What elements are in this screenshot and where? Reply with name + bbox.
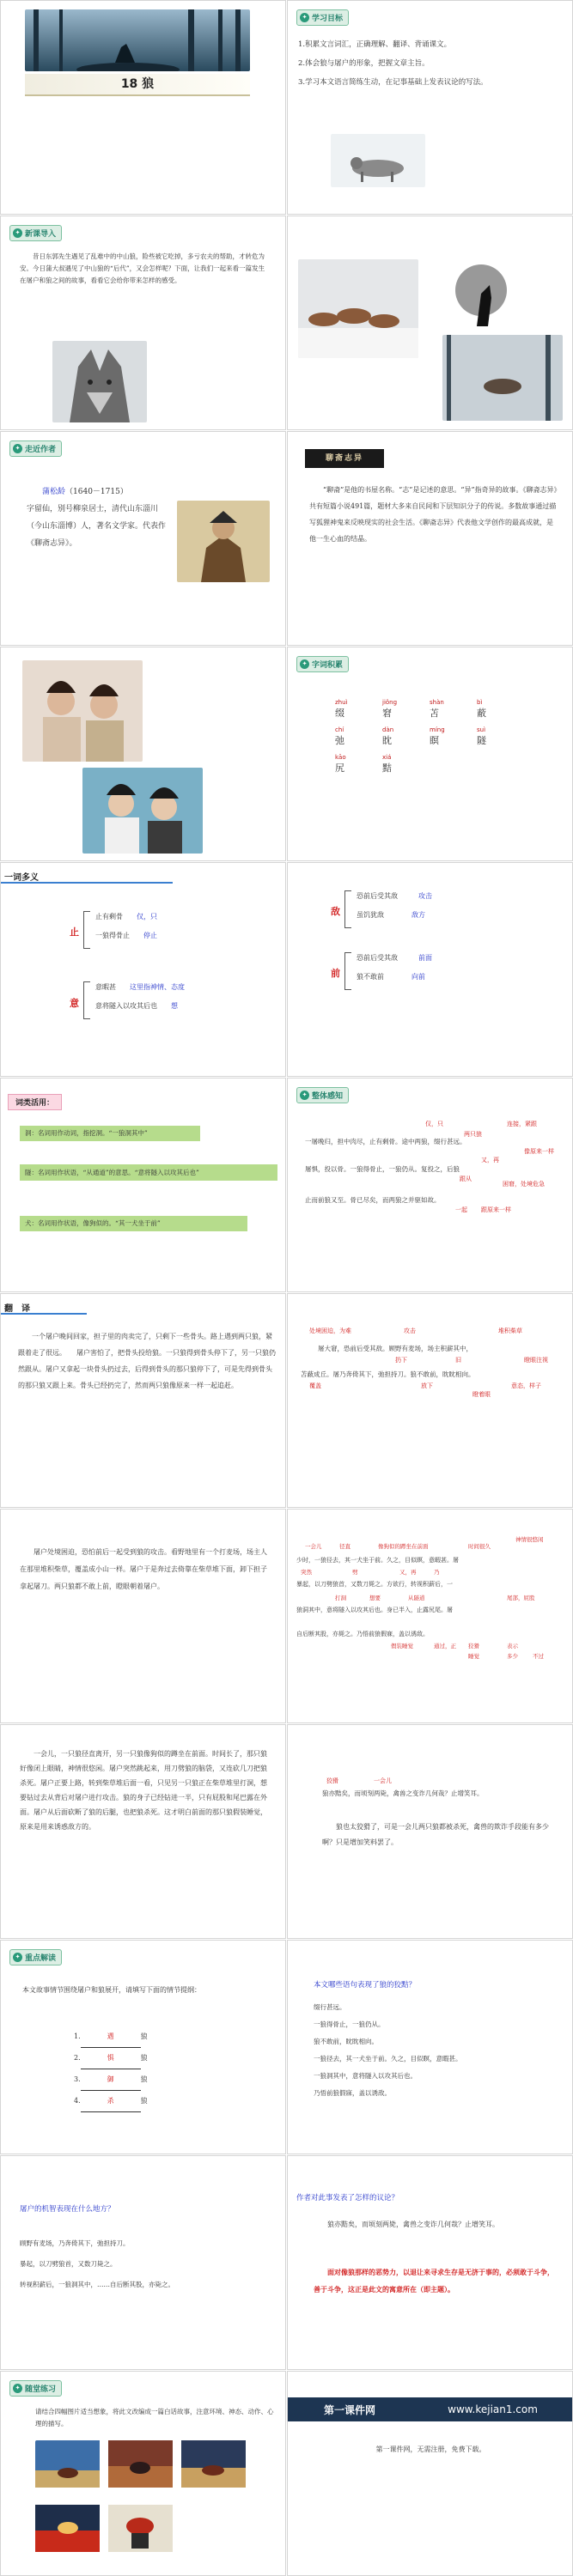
film-still-image-1 bbox=[22, 660, 143, 762]
annotation: 从隧道 bbox=[408, 1595, 425, 1601]
section-header bbox=[296, 1087, 349, 1103]
annotation: 一起 bbox=[455, 1206, 467, 1213]
bullet-icon: ✦ bbox=[13, 1953, 22, 1962]
header-label: 重点解读 bbox=[25, 1954, 57, 1963]
objective-item: 1.积累文言词汇，正确理解、翻译、背诵课文。 bbox=[298, 40, 452, 49]
slide-intro bbox=[0, 216, 286, 430]
annotation: 又，再 bbox=[399, 1569, 417, 1576]
header-label: 走近作者 bbox=[25, 446, 57, 454]
annotation: 假装睡觉 bbox=[391, 1643, 413, 1649]
vocab-cell: xiá 黠 bbox=[382, 754, 392, 774]
annotation: 困窘，处境危急 bbox=[503, 1181, 545, 1188]
section-header bbox=[9, 440, 62, 457]
passage-line: 自后断其股，亦毙之。乃悟前狼假寐，盖以诱敌。 bbox=[296, 1631, 429, 1637]
annotation: 狡猾 bbox=[468, 1643, 479, 1649]
annotation: 又，再 bbox=[481, 1157, 499, 1163]
passage-line: 少时，一狼径去，其一犬坐于前。久之，目似瞑，意暇甚。屠 bbox=[296, 1557, 459, 1564]
translation-text: 狼也太狡猾了，可是一会儿两只狼都被杀死，禽兽的欺诈手段能有多少啊？只是增加笑料罢了。 bbox=[322, 1823, 549, 1846]
plot-prompt: 本文故事情节围绕屠户和狼展开，请填写下面的情节提纲： bbox=[22, 1986, 201, 1994]
slide-translation-3 bbox=[0, 1724, 286, 1939]
slide-cunning bbox=[287, 1940, 573, 2154]
vocab-cell: dàn 眈 bbox=[382, 726, 394, 746]
plot-row: 2. 惧 狼 bbox=[74, 2048, 148, 2069]
passage-line: 狼洞其中，意将隧入以攻其后也。身已半入，止露尻尾。屠 bbox=[296, 1607, 453, 1613]
polysemy-line: 虽饥犹敌 敌方 bbox=[357, 911, 425, 919]
annotation: 覆盖 bbox=[309, 1382, 321, 1389]
slide-passage-3 bbox=[287, 1509, 573, 1723]
usage-item: 洞：名词用作动词，指挖洞。“一狼洞其中” bbox=[20, 1126, 200, 1141]
lesson-title: 18 狼 bbox=[25, 74, 250, 96]
section-header bbox=[296, 9, 349, 26]
header-label: 字词积累 bbox=[312, 661, 344, 670]
annotation: 瞪眼注视 bbox=[524, 1357, 548, 1364]
objective-item: 2.体会狼与屠户的形象，把握文章主旨。 bbox=[298, 59, 430, 68]
annotation: 神情很悠闲 bbox=[515, 1536, 544, 1543]
annotation: 劈 bbox=[352, 1569, 358, 1576]
passage-line: 止而前狼又至。骨已尽矣，而两狼之并驱如故。 bbox=[305, 1196, 441, 1204]
annotation: 狡猾 bbox=[326, 1777, 338, 1784]
passage-line: 一屠晚归，担中肉尽，止有剩骨。途中两狼，缀行甚远。 bbox=[305, 1138, 466, 1145]
book-banner: 聊斋志异 bbox=[305, 449, 384, 468]
annotation: 乃 bbox=[434, 1569, 440, 1576]
evidence-line: 转视积薪后，一狼洞其中，……自后断其股，亦毙之。 bbox=[20, 2281, 174, 2288]
vocab-cell: suì 隧 bbox=[477, 726, 486, 746]
annotation: 放下 bbox=[421, 1382, 433, 1389]
polysemy-line: 一狼得骨止 停止 bbox=[95, 932, 157, 939]
section-header bbox=[9, 225, 62, 241]
passage-line: 暴起，以刀劈狼首，又数刀毙之。方欲行，转视积薪后，一 bbox=[296, 1581, 453, 1588]
vocab-cell: míng 瞑 bbox=[430, 726, 445, 746]
passage-line: 狼亦黠矣，而顷刻两毙，禽兽之变诈几何哉？止增笑耳。 bbox=[322, 1789, 484, 1797]
bullet-icon: ✦ bbox=[300, 1091, 309, 1100]
polysemy-line: 止有剩骨 仅，只 bbox=[95, 913, 157, 920]
bullet-icon: ✦ bbox=[300, 13, 309, 22]
annotation: 突然 bbox=[301, 1569, 312, 1576]
site-url[interactable]: www.kejian1.com bbox=[448, 2403, 538, 2415]
slide-translation-1 bbox=[0, 1293, 286, 1508]
slide-title bbox=[0, 0, 286, 215]
slide-passage-2 bbox=[287, 1293, 573, 1508]
objective-item: 3.学习本文语言简练生动，在记事基础上发表议论的写法。 bbox=[298, 78, 488, 87]
bullet-icon: ✦ bbox=[13, 444, 22, 453]
story-picture-5 bbox=[108, 2505, 173, 2552]
annotation: 尾部，屁股 bbox=[507, 1595, 535, 1601]
plot-row: 4. 杀 狼 bbox=[74, 2091, 148, 2112]
annotation: 仅，只 bbox=[425, 1121, 443, 1127]
vocab-cell: bì 蔽 bbox=[477, 699, 486, 719]
annotation: 时间很久 bbox=[468, 1543, 491, 1550]
evidence-line: 暴起，以刀劈狼首，又数刀毙之。 bbox=[20, 2260, 117, 2268]
usage-item: 隧：名词用作状语，“从通道”的意思。“意将隧入以攻其后也” bbox=[20, 1164, 277, 1181]
exercise-text: 请结合四幅图片适当想象，将此文改编成一篇白话故事，注意环境、神态、动作、心理的描写。 bbox=[35, 2408, 274, 2427]
polysemy-key: 意 bbox=[70, 998, 79, 1009]
evidence-line: 狼不敢前，眈眈相向。 bbox=[314, 2038, 378, 2045]
annotation: 扔下 bbox=[395, 1357, 407, 1364]
usage-item: 犬：名词用作状语，像狗似的。“其一犬坐于前” bbox=[20, 1216, 247, 1231]
slide-overview bbox=[287, 1078, 573, 1292]
vocab-cell: jiǒng 窘 bbox=[382, 699, 398, 719]
story-picture-3 bbox=[181, 2440, 246, 2488]
vocab-cell: shàn 苫 bbox=[430, 699, 444, 719]
annotation: 像狗似的蹲坐在前面 bbox=[378, 1543, 429, 1550]
polysemy-title: 一词多义 bbox=[4, 873, 39, 883]
howling-wolf-moon-image bbox=[447, 259, 515, 326]
translation-text: 一会儿，一只狼径直离开，另一只狼像狗似的蹲坐在前面。时间长了，那只狼好像闭上眼睛，神情很悠闲。屠户突然跳起来，用刀劈狼的脑袋，又连砍几刀把狼杀死。屠户正要上路，转到柴草堆后面一看，只见另一只狼正在柴草堆里打洞，想要钻过去从背后对屠户进行攻击。狼的身子已经钻进一半，只有屁股和尾巴露在外面。屠户从后面砍断了狼的后腿，也把狼杀死。这才明白前面的那只狼假装睡觉，原来是用来诱惑敌方的。 bbox=[20, 1750, 267, 1831]
annotation: 睡觉 bbox=[468, 1653, 479, 1660]
annotation: 通过，正 bbox=[434, 1643, 456, 1649]
passage-line: 苫蔽成丘。屠乃奔倚其下，弛担持刀。狼不敢前，眈眈相向。 bbox=[301, 1370, 475, 1378]
annotation: 攻击 bbox=[404, 1327, 416, 1334]
header-label: 随堂练习 bbox=[25, 2385, 57, 2394]
polysemy-key: 止 bbox=[70, 927, 79, 938]
slide-film-images bbox=[0, 647, 286, 861]
section-header bbox=[296, 656, 349, 672]
slide-butcher-wisdom bbox=[0, 2155, 286, 2370]
film-still-image-2 bbox=[82, 768, 203, 854]
annotation: 一会儿 bbox=[305, 1543, 322, 1550]
translation-text: 屠户处境困迫，恐怕前后一起受到狼的攻击。看野地里有一个打麦场，场主人在那里堆积柴草，覆盖成小山一样。屠户于是奔过去倚靠在柴草堆下面，卸下担子拿起屠刀。两只狼都不敢上前，瞪眼朝着屠户。 bbox=[20, 1548, 267, 1590]
evidence-line: 乃悟前狼假寐，盖以诱敌。 bbox=[314, 2089, 391, 2097]
author-portrait-image bbox=[177, 501, 270, 582]
section-header bbox=[9, 2380, 62, 2397]
polysemy-line: 狼不敢前 向前 bbox=[357, 973, 425, 981]
annotation: 连接，紧跟 bbox=[507, 1121, 537, 1127]
annotation: 意态，样子 bbox=[511, 1382, 541, 1389]
header-label: 新课导入 bbox=[25, 230, 57, 239]
polysemy-line: 恐前后受其敌 攻击 bbox=[357, 892, 432, 900]
vocab-cell: kāo 尻 bbox=[335, 754, 346, 774]
site-brand: 第一课件网 bbox=[324, 2403, 376, 2416]
section-header bbox=[9, 1949, 62, 1965]
annotation: 跟原来一样 bbox=[481, 1206, 511, 1213]
slide-word-usage bbox=[0, 1078, 286, 1292]
slide-objectives bbox=[287, 0, 573, 215]
wolf-pack-image bbox=[298, 259, 418, 358]
evidence-line: 一狼洞其中，意将隧入以攻其后也。 bbox=[314, 2072, 417, 2080]
evidence-line: 一狼径去，其一犬坐于前。久之，目似瞑，意暇甚。 bbox=[314, 2055, 462, 2063]
polysemy-line: 意将隧入以攻其后也 想 bbox=[95, 1002, 178, 1010]
wolf-face-image bbox=[52, 341, 147, 422]
annotation: 想要 bbox=[369, 1595, 381, 1601]
evidence-line: 一狼得骨止，一狼仍从。 bbox=[314, 2020, 385, 2028]
wolves-snow-image bbox=[442, 335, 563, 421]
plot-row: 1. 遇 狼 bbox=[74, 2026, 148, 2048]
plot-row: 3. 御 狼 bbox=[74, 2069, 148, 2091]
annotation: 堆积柴草 bbox=[498, 1327, 522, 1334]
bullet-icon: ✦ bbox=[13, 228, 22, 238]
slide-polysemy-2 bbox=[287, 862, 573, 1077]
annotation: 处境困迫，为难 bbox=[309, 1327, 351, 1334]
usage-title: 词类活用： bbox=[8, 1094, 62, 1110]
wolf-snow-image bbox=[331, 134, 425, 187]
slide-intro-images bbox=[287, 216, 573, 430]
slide-footer bbox=[287, 2371, 573, 2576]
annotation: 径直 bbox=[339, 1543, 351, 1550]
author-years: （1640－1715） bbox=[65, 488, 128, 496]
translation-text: 一个屠户晚间回家，担子里的肉卖完了，只剩下一些骨头。路上遇到两只狼，紧跟着走了很远。 屠户害怕了，把骨头投给狼。一只狼得到骨头停下了，另一只狼仍然跟从。屠户又拿起一块骨头扔过去，后得到骨头的那只狼停下了，可是先得到骨头的那只狼又跟上来。骨头已经扔完了，然而两只狼像原来一样一起追赶。 bbox=[18, 1333, 276, 1389]
footer-note: 第一课件网，无需注册，免费下载。 bbox=[375, 2445, 486, 2453]
slide-key-points bbox=[0, 1940, 286, 2154]
bullet-icon: ✦ bbox=[13, 2384, 22, 2393]
question-text: 作者对此事发表了怎样的议论？ bbox=[296, 2194, 399, 2202]
bullet-icon: ✦ bbox=[300, 659, 309, 669]
annotation: 旧 bbox=[455, 1357, 461, 1364]
polysemy-line: 恐前后受其敌 前面 bbox=[357, 954, 432, 962]
slide-translation-2 bbox=[0, 1509, 286, 1723]
vocab-cell: zhuì 缀 bbox=[335, 699, 348, 719]
story-picture-1 bbox=[35, 2440, 100, 2488]
annotation: 一会儿 bbox=[374, 1777, 392, 1784]
evidence-line: 顾野有麦场，乃奔倚其下，弛担持刀。 bbox=[20, 2239, 130, 2247]
polysemy-key: 前 bbox=[331, 968, 340, 979]
vocab-cell: chí 弛 bbox=[335, 726, 344, 746]
evidence-line: 缀行甚远。 bbox=[314, 2003, 346, 2011]
annotation: 像原来一样 bbox=[524, 1148, 554, 1155]
polysemy-line: 意暇甚 这里指神情、态度 bbox=[95, 983, 185, 991]
passage-line: 屠大窘，恐前后受其敌。顾野有麦场，场主积薪其中， bbox=[318, 1345, 472, 1352]
author-name: 蒲松龄 bbox=[42, 488, 66, 496]
header-label: 整体感知 bbox=[312, 1092, 344, 1101]
slide-exercise bbox=[0, 2371, 286, 2576]
annotation: 多少 bbox=[507, 1653, 518, 1660]
story-picture-4 bbox=[35, 2505, 100, 2552]
quote-text: 狼亦黠矣，而顷刻两毙，禽兽之变诈几何哉？止增笑耳。 bbox=[327, 2221, 499, 2228]
story-picture-2 bbox=[108, 2440, 173, 2488]
author-bio: 字留仙，别号柳泉居士，清代山东淄川（今山东淄博）人，著名文学家。代表作《聊斋志异》。 bbox=[27, 505, 167, 548]
header-label: 学习目标 bbox=[312, 15, 344, 23]
intro-text: 昔日东郭先生遇见了乱难中的中山狼，险些被它吃掉，多亏农夫的帮助，才转危为安。今日蒲大叔遇见了中山狼的“后代”，又会怎样呢？下面，让我们一起来看一篇发生在屠户和狼之间的故事，看看它会给你带来怎样的感受。 bbox=[20, 252, 265, 284]
story-pictures bbox=[35, 2440, 259, 2569]
question-text: 本文哪些语句表现了狼的狡黠？ bbox=[314, 1981, 417, 1990]
slide-vocabulary bbox=[287, 647, 573, 861]
slide-passage-4 bbox=[287, 1724, 573, 1939]
annotation: 瞪着眼 bbox=[472, 1391, 491, 1398]
slide-author-comment bbox=[287, 2155, 573, 2370]
slide-author bbox=[0, 431, 286, 646]
question-text: 屠户的机智表现在什么地方？ bbox=[20, 2205, 115, 2214]
passage-line: 屠惧，投以骨。一狼得骨止，一狼仍从。复投之，后狼 bbox=[305, 1165, 460, 1173]
annotation: 不过 bbox=[533, 1653, 544, 1660]
wolf-forest-image bbox=[25, 9, 250, 71]
slide-polysemy-1 bbox=[0, 862, 286, 1077]
translation-title: 翻 译 bbox=[4, 1304, 30, 1314]
annotation: 表示 bbox=[507, 1643, 518, 1649]
annotation: 两只狼 bbox=[464, 1131, 482, 1138]
slide-liaozhai bbox=[287, 431, 573, 646]
answer-text: 面对像狼那样的恶势力，以退让来寻求生存是无济于事的，必须敢于斗争，善于斗争，这正是此文的寓意所在（即主题）。 bbox=[314, 2268, 554, 2293]
liaozhai-text: “聊斋”是他的书屋名称。“志”是记述的意思。“异”指奇异的故事。《聊斋志异》共有短篇小说491篇，题材大多来自民间和下层知识分子的传说。多数故事通过描写狐狸神鬼来反映现实的社会生活。《聊斋志异》代表他文学创作的最高成就，是他一生心血的结晶。 bbox=[309, 486, 558, 543]
polysemy-key: 敌 bbox=[331, 906, 340, 917]
annotation: 跟从 bbox=[460, 1176, 472, 1182]
annotation: 打洞 bbox=[335, 1595, 346, 1601]
